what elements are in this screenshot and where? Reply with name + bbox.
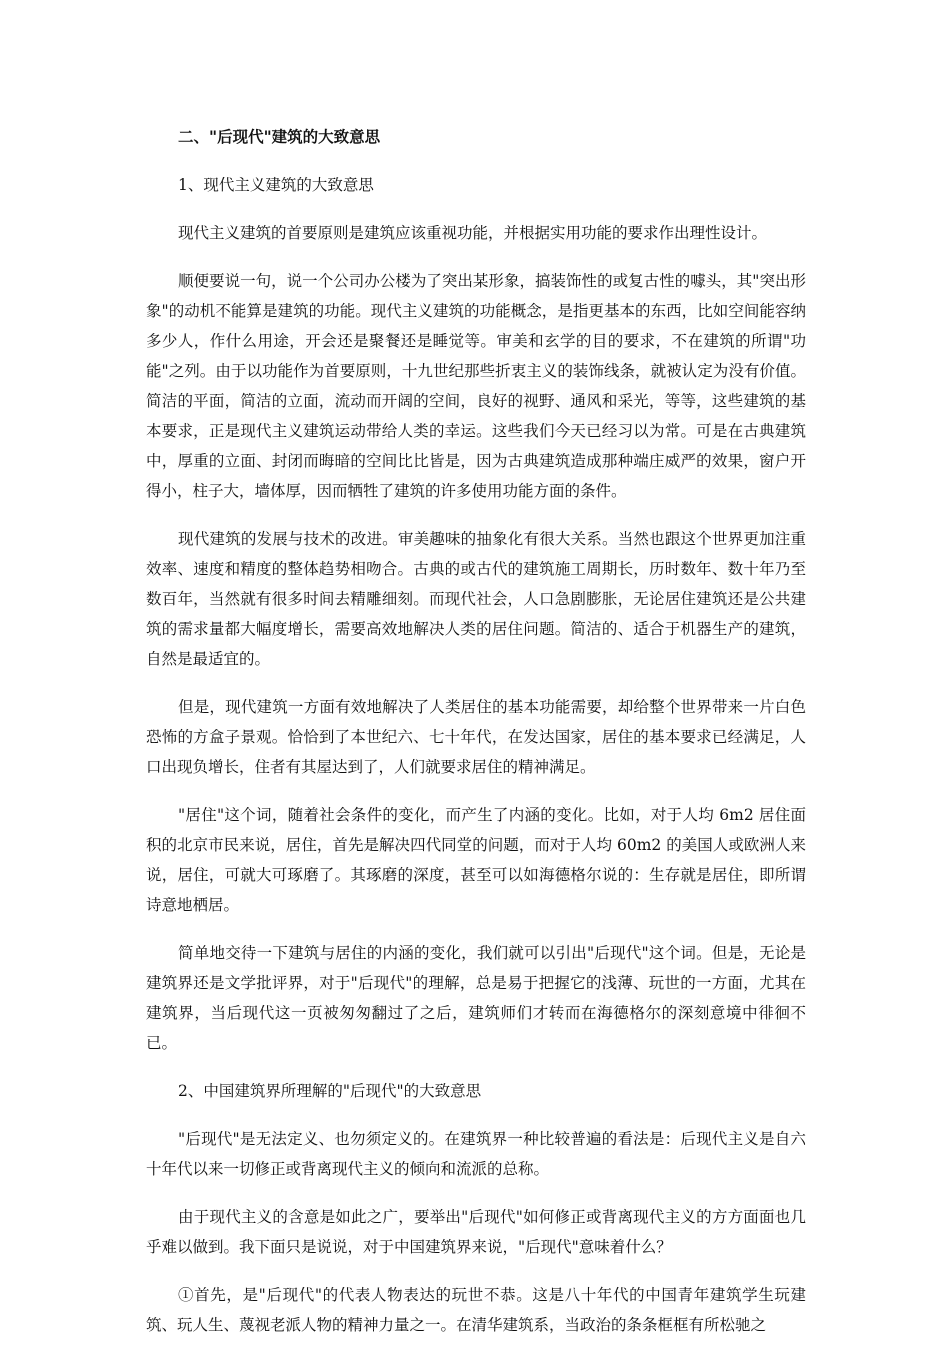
paragraph: "居住"这个词，随着社会条件的变化，而产生了内涵的变化。比如，对于人均 6m2 居住面积的北京市民来说，居住，首先是解决四代同堂的问题，而对于人均 60m2 的美国人或欧洲人来说，居住，可就大可琢磨了。其琢磨的深度，甚至可以如海德格尔说的：生存就是居住，即所谓诗意地栖居。 (146, 806, 806, 914)
document-body (146, 122, 806, 1358)
paragraph: "后现代"是无法定义、也勿须定义的。在建筑界一种比较普遍的看法是：后现代主义是自六十年代以来一切修正或背离现代主义的倾向和流派的总称。 (146, 1130, 806, 1178)
subsection-title-1: 1、现代主义建筑的大致意思 (178, 176, 374, 194)
paragraph: 但是，现代建筑一方面有效地解决了人类居住的基本功能需要，却给整个世界带来一片白色恐怖的方盒子景观。恰恰到了本世纪六、七十年代，在发达国家，居住的基本要求已经满足，人口出现负增长，住者有其屋达到了，人们就要求居住的精神满足。 (146, 698, 806, 776)
paragraph: 简单地交待一下建筑与居住的内涵的变化，我们就可以引出"后现代"这个词。但是，无论是建筑界还是文学批评界，对于"后现代"的理解，总是易于把握它的浅薄、玩世的一方面，尤其在建筑界，当后现代这一页被匆匆翻过了之后，建筑师们才转而在海德格尔的深刻意境中徘徊不已。 (146, 944, 806, 1052)
paragraph: 现代建筑的发展与技术的改进。审美趣味的抽象化有很大关系。当然也跟这个世界更加注重效率、速度和精度的整体趋势相吻合。古典的或古代的建筑施工周期长，历时数年、数十年乃至数百年，当然就有很多时间去精雕细刻。而现代社会，人口急剧膨胀，无论居住建筑还是公共建筑的需求量都大幅度增长，需要高效地解决人类的居住问题。简洁的、适合于机器生产的建筑，自然是最适宜的。 (146, 530, 806, 668)
paragraph: 由于现代主义的含意是如此之广，要举出"后现代"如何修正或背离现代主义的方方面面也几乎难以做到。我下面只是说说，对于中国建筑界来说，"后现代"意味着什么？ (146, 1208, 806, 1256)
subsection-title-2: 2、中国建筑界所理解的"后现代"的大致意思 (178, 1082, 482, 1100)
paragraph: 现代主义建筑的首要原则是建筑应该重视功能，并根据实用功能的要求作出理性设计。 (178, 224, 768, 242)
paragraph: 顺便要说一句，说一个公司办公楼为了突出某形象，搞装饰性的或复古性的噱头，其"突出形象"的动机不能算是建筑的功能。现代主义建筑的功能概念，是指更基本的东西，比如空间能容纳多少人，作什么用途，开会还是聚餐还是睡觉等。审美和玄学的目的要求，不在建筑的所谓"功能"之列。由于以功能作为首要原则，十九世纪那些折衷主义的装饰线条，就被认定为没有价值。简洁的平面，简洁的立面，流动而开阔的空间，良好的视野、通风和采光，等等，这些建筑的基本要求，正是现代主义建筑运动带给人类的幸运。这些我们今天已经习以为常。可是在古典建筑中，厚重的立面、封闭而晦暗的空间比比皆是，因为古典建筑造成那种端庄威严的效果，窗户开得小，柱子大，墙体厚，因而牺牲了建筑的许多使用功能方面的条件。 (146, 272, 806, 500)
paragraph: ①首先，是"后现代"的代表人物表达的玩世不恭。这是八十年代的中国青年建筑学生玩建筑、玩人生、蔑视老派人物的精神力量之一。在清华建筑系，当政治的条条框框有所松驰之 (146, 1286, 806, 1334)
section-title: 二、"后现代"建筑的大致意思 (178, 127, 381, 146)
